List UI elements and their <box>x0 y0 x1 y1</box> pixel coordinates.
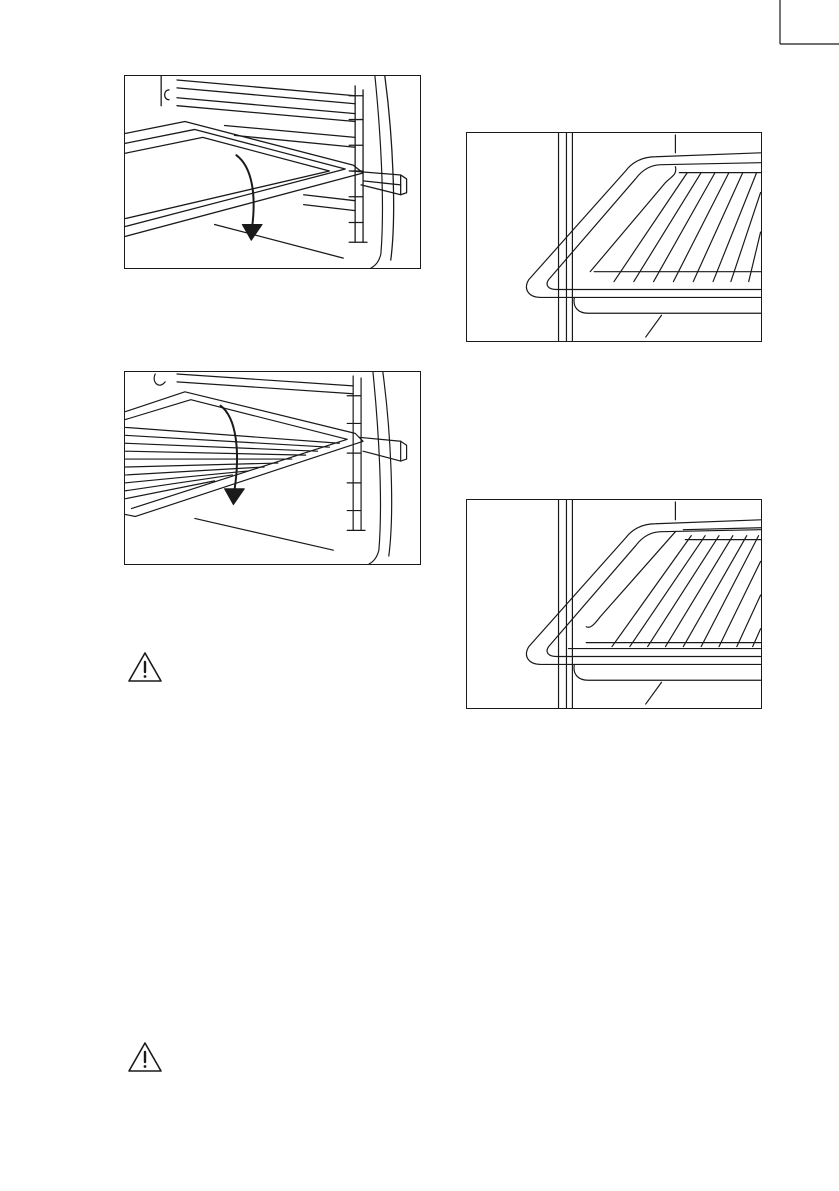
wire-shelf-inside-tray-illustration <box>466 499 762 709</box>
oven-tray-insert-illustration <box>124 75 421 269</box>
oven-wire-shelf-insert-illustration <box>124 371 421 565</box>
warning-triangle-icon <box>127 1041 163 1073</box>
wire-shelf-on-tray-illustration <box>466 132 762 342</box>
warning-triangle-icon <box>127 651 163 683</box>
